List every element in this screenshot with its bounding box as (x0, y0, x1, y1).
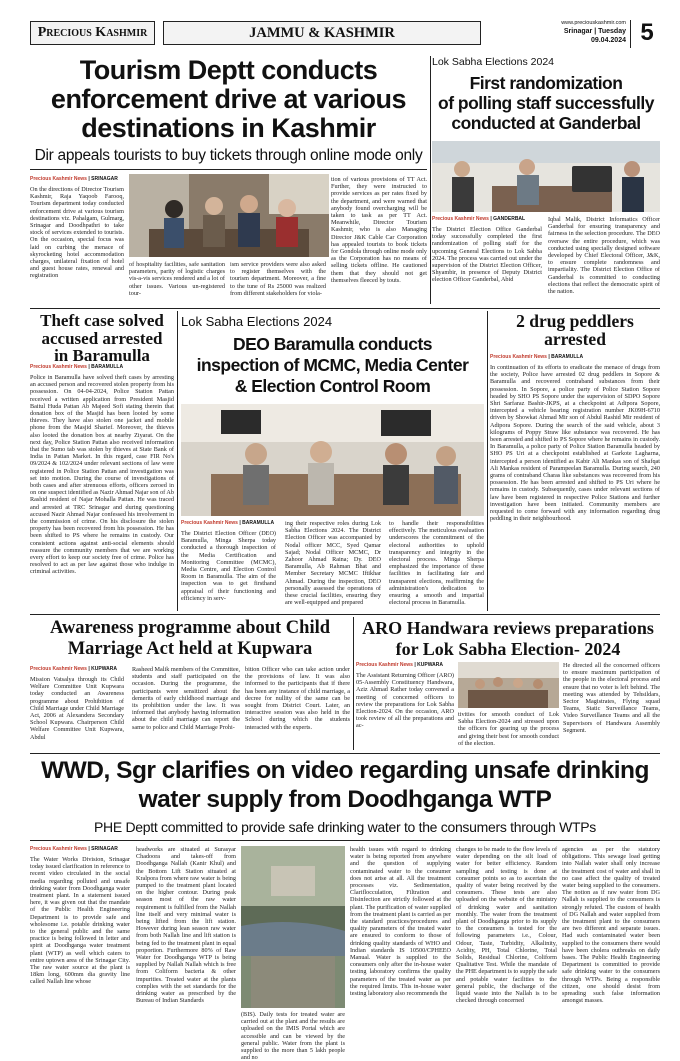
article8-body-col3: (BIS). Daily tests for treated water are carried out at the plant and the results are uploaded on the IMIS Portal which are accessible and can be viewed by the general public. Water from the plant is supplied to the more than 5 lakh people and no (241, 1011, 345, 1061)
article4-headline (181, 334, 484, 402)
article2-byline: Precious Kashmir News | GANDERBAL (432, 216, 526, 222)
article1-headline-line2: enforcement drive at various (50, 84, 407, 114)
article1-byline: Precious Kashmir News | SRINAGAR (30, 176, 118, 182)
article5-headline-line2: arrested (544, 329, 606, 349)
article6-body-col3: bition Officer who can take action under the provisions of law. It was also informed to the participants that if there has been any instance of child marriage, a decree for nullity of the same can be sought from District Court. Later, an interactive session was also held in the School during which the students interacted with the experts. (245, 666, 350, 731)
article8-photo (241, 846, 345, 1008)
article1-headline-line3: destinations in Kashmir (81, 113, 376, 143)
article3-headline (30, 312, 174, 366)
article1-photo-image (129, 174, 329, 257)
article7-headline-line2: for Lok Sabha Election- 2024 (395, 638, 621, 659)
article8-photo-image (241, 846, 345, 1008)
article4-place: BARAMULLA (242, 520, 275, 526)
article7-place: KUPWARA (417, 662, 443, 668)
masthead-dateline-block (560, 20, 626, 48)
article2-kicker: Lok Sabha Elections 2024 (432, 56, 555, 68)
article1-headline-line1: Tourism Deptt conducts (79, 55, 378, 85)
article5-headline (490, 312, 660, 350)
article7-source: Precious Kashmir News (356, 662, 413, 668)
article1-source: Precious Kashmir News (30, 176, 87, 182)
article1-body-col4: tion of various provisions of TT Act. Further, they were instructed to provide services as per rates fixed by the department, and were warned that anybody found overcharging will be taken to task as per TT Act. Meanwhile, Director Tourism Kashmir, who is also Managing Director J&K Cable Car Corporation has appealed tourists to book tickets for Gondola through online mode only as the Corporation has no means of selling tickets offline. He cautioned them that they should not get themselves fleeced by touts. (331, 176, 427, 284)
masthead-date: 09.04.2024 (590, 37, 626, 44)
article8-body-col2: headworks are situated at Surasyar Chadoora and takes-off from Doodhganga Nallah (Kanir Khul) and the Bottom Lift Station situated at Kralpora from where raw water is being pumped to the treatment plant located on the higher contour. During peak season most of the raw water requirement is fulfilled from the Nallah line itself and very minimal water is being lifted from the lift station. However during lean season raw water from both Nallah line and lift station is being fed to the treatment plant in equal proportion. Furthermore 80% of Raw Water for Doodhganga WTP is being supplied by Nallah Nallah which is free from Coliform bacteria & other impurities. Treated water at the plants complies with the set standards for the drinking water as prescribed by the Bureau of Indian Standards (136, 846, 236, 1005)
masthead-paper-box (30, 21, 155, 45)
article6-place: KUPWARA (91, 666, 117, 672)
article2-headline-line3: conducted at Ganderbal (451, 113, 641, 133)
masthead-website: www.preciouskashmir.com (561, 20, 626, 26)
article1-place: SRINAGAR (91, 176, 118, 182)
article7-photo (458, 662, 559, 708)
article2-body-col2: Iqbal Malik, District Informatics Officer Ganderbal for ensuring transparency and fairness in the selection procedure. The DEO oversaw the entire procedure, which was conducted using specially designed software developed by Chief Electoral Officer, J&K, to ensure complete randomness and impartiality. The District Election Office of Ganderbal is committed to conducting elections that reflect the democratic spirit of the nation. (548, 216, 660, 296)
article7-photo-image (458, 662, 559, 708)
masthead-dateline: Srinagar | Tuesday (563, 28, 626, 35)
article8-rule (30, 840, 660, 841)
article4-photo-image (181, 404, 484, 516)
article8-body-col1: The Water Works Division, Srinagar today issued clarification in reference to recent video circulated in the social media regarding polluted and unsafe drinking water from Doodhganga water treatment plant. In a statement issued here, it was given out that the mandate of the Public Health Engineering Department is to provide safe and wholesome i.e. potable drinking water to the general public and the same practice is being followed in letter and spirit at Doodhganga water treatment plant (WTP) as well which caters to entire uptown area of the Srinagar City. The raw water source at the plant is 18km long, 600mm dia gravity line called Nallah line whose (30, 856, 130, 986)
article6-source: Precious Kashmir News (30, 666, 87, 672)
column-divider-lower (353, 617, 354, 750)
article4-byline: Precious Kashmir News | BARAMULLA (181, 520, 275, 526)
article3-place: BARAMULLA (91, 364, 124, 370)
article2-headline-line2: of polling staff successfully (438, 93, 654, 113)
article4-kicker: Lok Sabha Elections 2024 (181, 314, 333, 329)
article4-body-col1: The District Election Officer (DEO) Baramulla, Minga Sherpa today conducted a thorough inspection of the Media Certification and Monitoring Committee (MCMC), Media Centre, and Election Control Room in Baramulla. The aim of the inspection was to get firsthand appraisal of their functioning and efficiency in serv- (181, 530, 276, 602)
article8-subhead: PHE Deptt committed to provide safe drinking water to the consumers through WTPs (93, 819, 596, 835)
article3-source: Precious Kashmir News (30, 364, 87, 370)
article2-source: Precious Kashmir News (432, 216, 489, 222)
article4-body-col3: to handle their responsibilities effectively. The meticulous evaluation underscores the commitment of the electoral authorities to uphold transparency and integrity in the electoral process. Minga Sherpa emphasized the importance of these facilities in facilitating fair and transparent elections, reaffirming the administration's dedication to ensuring a smooth and impartial electoral process in Baramulla. (389, 520, 484, 607)
article3-headline-line2: accused arrested (41, 328, 163, 348)
masthead-section: JAMMU & KASHMIR (249, 25, 395, 41)
rule-under-middle (30, 614, 660, 615)
article7-body-col3: He directed all the concerned officers to ensure maximum participation of the people in the electoral process and ensure that no voter is left behind. The meeting was attended by Tehsildars, Sector Magistrates, Flying squad Teams, Static Surveillance Teams, Video Surveillance Teams and all the Supervisors of Handwara Assembly Segment. (563, 662, 660, 734)
article5-source: Precious Kashmir News (490, 354, 547, 360)
article4-photo (181, 404, 484, 516)
article7-body-col1: The Assistant Returning Officer (ARO) 05-Assembly Constituency Handwara, Aziz Ahmad Rather today convened a meeting of concerned officers to review the preparations for Lok Sabha Election-2024. On the occasion, ARO took review of all the preparations and ac- (356, 672, 454, 730)
article6-byline: Precious Kashmir News | KUPWARA (30, 666, 117, 672)
column-divider-left (177, 311, 178, 611)
article6-headline-line1: Awareness programme about Child (49, 618, 331, 638)
article2-photo (432, 141, 660, 212)
article2-headline-line1: First randomization (469, 73, 623, 93)
article2-photo-image (432, 141, 660, 212)
article1-body-col2: of hospitality facilities, safe sanitation parameters, parity of logistic charges vis-a-vis services rendered and a lot of other issues. Various un-registered tour- (129, 261, 225, 297)
article7-byline: Precious Kashmir News | KUPWARA (356, 662, 443, 668)
article3-body: Police in Baramulla have solved theft cases by arresting an accused person and recovered stolen property from his possession. On 04-04-2024, Police Station Pattan received a written application from President Masjid Baitul Huda Pattan Ab Majeed Sofi stating therein that donation box of the Masjid has been looted by some thieves. They have also stolen one jacket and mobile phone from the Masjid Sharief. Moreover, the thieves also looted the donation box at nearby Ziyarat. On the next day, Police Station Pattan also received information that the Sumo tab was stolen by thieves at State Bank of India in Pattan Market. In this regard, case FIR No's 09/2024 & 102/2024 under relevant sections of law were registered in Police Station Pattan and investigation was set into motion. During the course of investigations of both cases and after strenuous efforts, officers zeroed in on one suspect identified as Nazir Ahmad Najar son of Ab Rashid resident of Najar Mohalla Pattan. He was traced and arrested at TRC Srinagar and during questioning accused Nazir Ahmad Najar confessed his involvement in the commission of crime. On his disclosure the stolen property has been recovered from his possession. He has been shifted to PS where he remains in custody. Our consistent actions against anti-social elements should reassure the community members that we are working every effort to keep our society free of crime. Police has resolved to act as per law against those who indulge in criminal activities. (30, 374, 174, 576)
article8-source: Precious Kashmir News (30, 846, 87, 852)
article3-headline-line3: in Baramulla (54, 346, 150, 365)
article5-headline-line1: 2 drug peddlers (516, 311, 634, 331)
column-divider-top (430, 56, 431, 304)
masthead-paper-name: Precious Kashmir (37, 25, 148, 40)
article2-place: GANDERBAL (493, 216, 526, 222)
article7-headline-line1: ARO Handwara reviews preparations (362, 618, 654, 638)
article4-headline-line3: & Election Control Room (234, 376, 431, 396)
article1-body-col3: ism service providers were also asked to register themselves with the tourism department. Moreover, a fine to the tune of Rs 25000 was realized from different stakeholders for viola- (230, 261, 326, 297)
masthead-divider (630, 20, 631, 48)
article3-byline: Precious Kashmir News | BARAMULLA (30, 364, 124, 370)
article5-body: In continuation of its efforts to eradicate the menace of drugs from the society, Police have arrested 02 drug peddlers in Sopore & Baramulla and recovered contraband substances from their possession. In Sopore, a police party of Police Station Sopore headed by SHO PS Sopore under the supervision of SDPO Sopore Shri Sarfaraz Bashir-JKPS, at a checkpoint at Adipora Sopore, intercepted a vehicle bearing registration number JK09H-6710 driven by Showkat Ahmad Mir son of Abdul Rashid Mir resident of Adipora Sopore. During the search of the said vehicle, about 3 kilograms of Poppy Straw like substance was recovered. He has been arrested and shifted to PS Sopore where he remains in custody. In Baramulla, a police party of Police Station Baramulla headed by SHO PS Uri at a checkpoint established at Garkote Lagharna, intercepted a person identified as Kabir Ali Mankas son of Shafqat Ali Mankas resident of Parampeelan Baramulla. During search, 240 grams of contraband Charas like substances was recovered from his possession. He has been arrested and shifted to PS Uri where he remains in custody. Subsequently, cases under relevant sections of law have been registered in respective Police Stations and further investigation have been initiated. Community members are requested to come forward with any information regarding drug peddling in their neighbourhood. (490, 364, 660, 523)
article4-source: Precious Kashmir News (181, 520, 238, 526)
article4-headline-line2: inspection of MCMC, Media Center (196, 355, 469, 375)
page-number: 5 (640, 19, 654, 46)
article7-body-col2: tivities for smooth conduct of Lok Sabha Election-2024 and stressed upon the officers for gearing up the process and giving their best for smooth conduct of the election. (458, 711, 559, 747)
article6-body-col1: Mission Vatsalya through its Child Welfare Committee Unit Kupwara today conducted an Awareness programme about Prohibition of Child Marriage under Child Marriage Act, 2006 at Alexandera Secondary School Kupwara. Chairperson Child Welfare Committee Unit Kupwara, Abdul (30, 676, 124, 741)
article5-place: BARAMULLA (551, 354, 584, 360)
column-divider-right (487, 311, 488, 611)
masthead-section-box (163, 21, 481, 45)
article8-headline-line1: WWD, Sgr clarifies on video regarding unsafe drinking (41, 757, 649, 784)
article8-body-col6: agencies as per the statutory obligations. This sewage load getting into Nallah water shall only increase the treatment cost of water and shall in no case affect the quality of treated water being supplied to the consumers. The notion as if raw water from DG Nallah is supplied to the consumers is strongly refuted. The custom of health of DG Nallah and water supplied from the treatment plant to the consumers are two different and separate issues. Had such contaminated water been supplied to the consumers there would have been cholera outbreaks on daily bases. The Public Health Engineering Department is committed to provide safe drinking water to the consumers through WTPs. Being a responsible citizen, one should desist from spreading such false information amongst masses. (562, 846, 660, 1005)
article7-headline (356, 618, 660, 660)
article6-headline (30, 618, 350, 660)
rule-under-lower (30, 753, 660, 754)
article8-place: SRINAGAR (91, 846, 118, 852)
article4-headline-line1: DEO Baramulla conducts (232, 334, 433, 354)
article8-byline: Precious Kashmir News | SRINAGAR (30, 846, 118, 852)
article6-headline-line2: Marriage Act held at Kupwara (67, 638, 313, 659)
article1-headline (30, 56, 427, 144)
article8-body-col5: changes to be made to the flow levels of water depending on the silt load of water for better efficiency. Random sampling and testing is done at consumer points so as to ascertain the quality of water being received by the consumers. These tests are also uploaded on the website of the ministry of drinking water and sanitation monthly. The water from the treatment plant of Doodhganga prior to its supply to the consumers is tested for the following parameters i.e., Colour, Odour, Taste, Turbidity, Alkalinity, Acidity, PH, Total Chlorine, Total Solids, Residual Chlorine, Coliform Qualitative Test. While the mandate of the PHE department is to supply the safe and potable water facilities to the general public, the discharge of the liquid waste into the Nallah is to be checked through concerned (456, 846, 557, 1005)
article2-headline (432, 73, 660, 139)
article1-rule (30, 169, 427, 170)
article6-body-col2: Rasheed Malik members of the Committee, students and staff participated on the occasion. During the programme, the participants were sensitized about the demerits of early childhood marriage and its prohibition under the law. It was informed that anybody having information about the child marriage can report the same to police and Child Marriage Prohi- (132, 666, 240, 731)
article5-byline: Precious Kashmir News | BARAMULLA (490, 354, 584, 360)
article2-body-col1: The District Election Office Ganderbal today successfully completed the first randomization of polling staff for the upcoming General Elections to Lok Sabha 2024. The process was carried out under the supervision of the District Election Officer, Shyambir, in presence of Deputy District election Officer Ganderbal, Abid (432, 226, 542, 284)
article8-headline (30, 757, 660, 817)
article1-body-col1: On the directions of Director Tourism Kashmir, Raja Yaqoob Farooq, Tourism department today conducted enforcement drive at various tourism destinations viz. Pahalgam, Gulmarg, Srinagar and Doodhpathri to take stock of services extended to tourists. On the occasion, special focus was laid on curbing the menace of skyrocketing hotel accommodation charges, unilateral fixation of hotel and guest house rates, renewal and registration (30, 186, 124, 280)
article4-body-col2: ing their respective roles during Lok Sabha Elections 2024. The District Election Officer was accompanied by Nodal officer MCC, Syed Qamar Sajad; Nodal Officer MCMC, Dr Zahoor Ahmad Raina; Dy. DEO Baramulla, Ab Rahman Bhat and Member Secretary MCMC Iftikhar Ahmad. During the inspection, DEO personally assessed the operations of these crucial facilities, ensuring they are well-equipped and prepared (285, 520, 381, 607)
article3-headline-line1: Theft case solved (40, 311, 164, 330)
article1-photo (129, 174, 329, 257)
article8-headline-line2: water supply from Doodhganga WTP (138, 785, 552, 813)
rule-under-top (30, 308, 660, 309)
article8-body-col4: health issues with regard to drinking water is being reported from anywhere and the question of supplying contaminated water to the consumer does not arise at all. All the treatment processes viz. Sedimentation, Clariflocculation, Filtration and Disinfection are strictly followed at the plant. The purification of water supplied from the treatment plant is carried as per the standard practices/procedures and quality parameters of the treated water are ensured to conform to those of drinking quality standards of WHO and Indian standards IS 10500/CPHEEO Manual. Water is supplied to the consumers only after the in-house water testing laboratory confirms the quality parameters of the treated water as per the required limits. This in-house water testing laboratory also recommends the (350, 846, 451, 998)
article1-subhead: Dir appeals tourists to buy tickets through online mode only (34, 147, 423, 164)
